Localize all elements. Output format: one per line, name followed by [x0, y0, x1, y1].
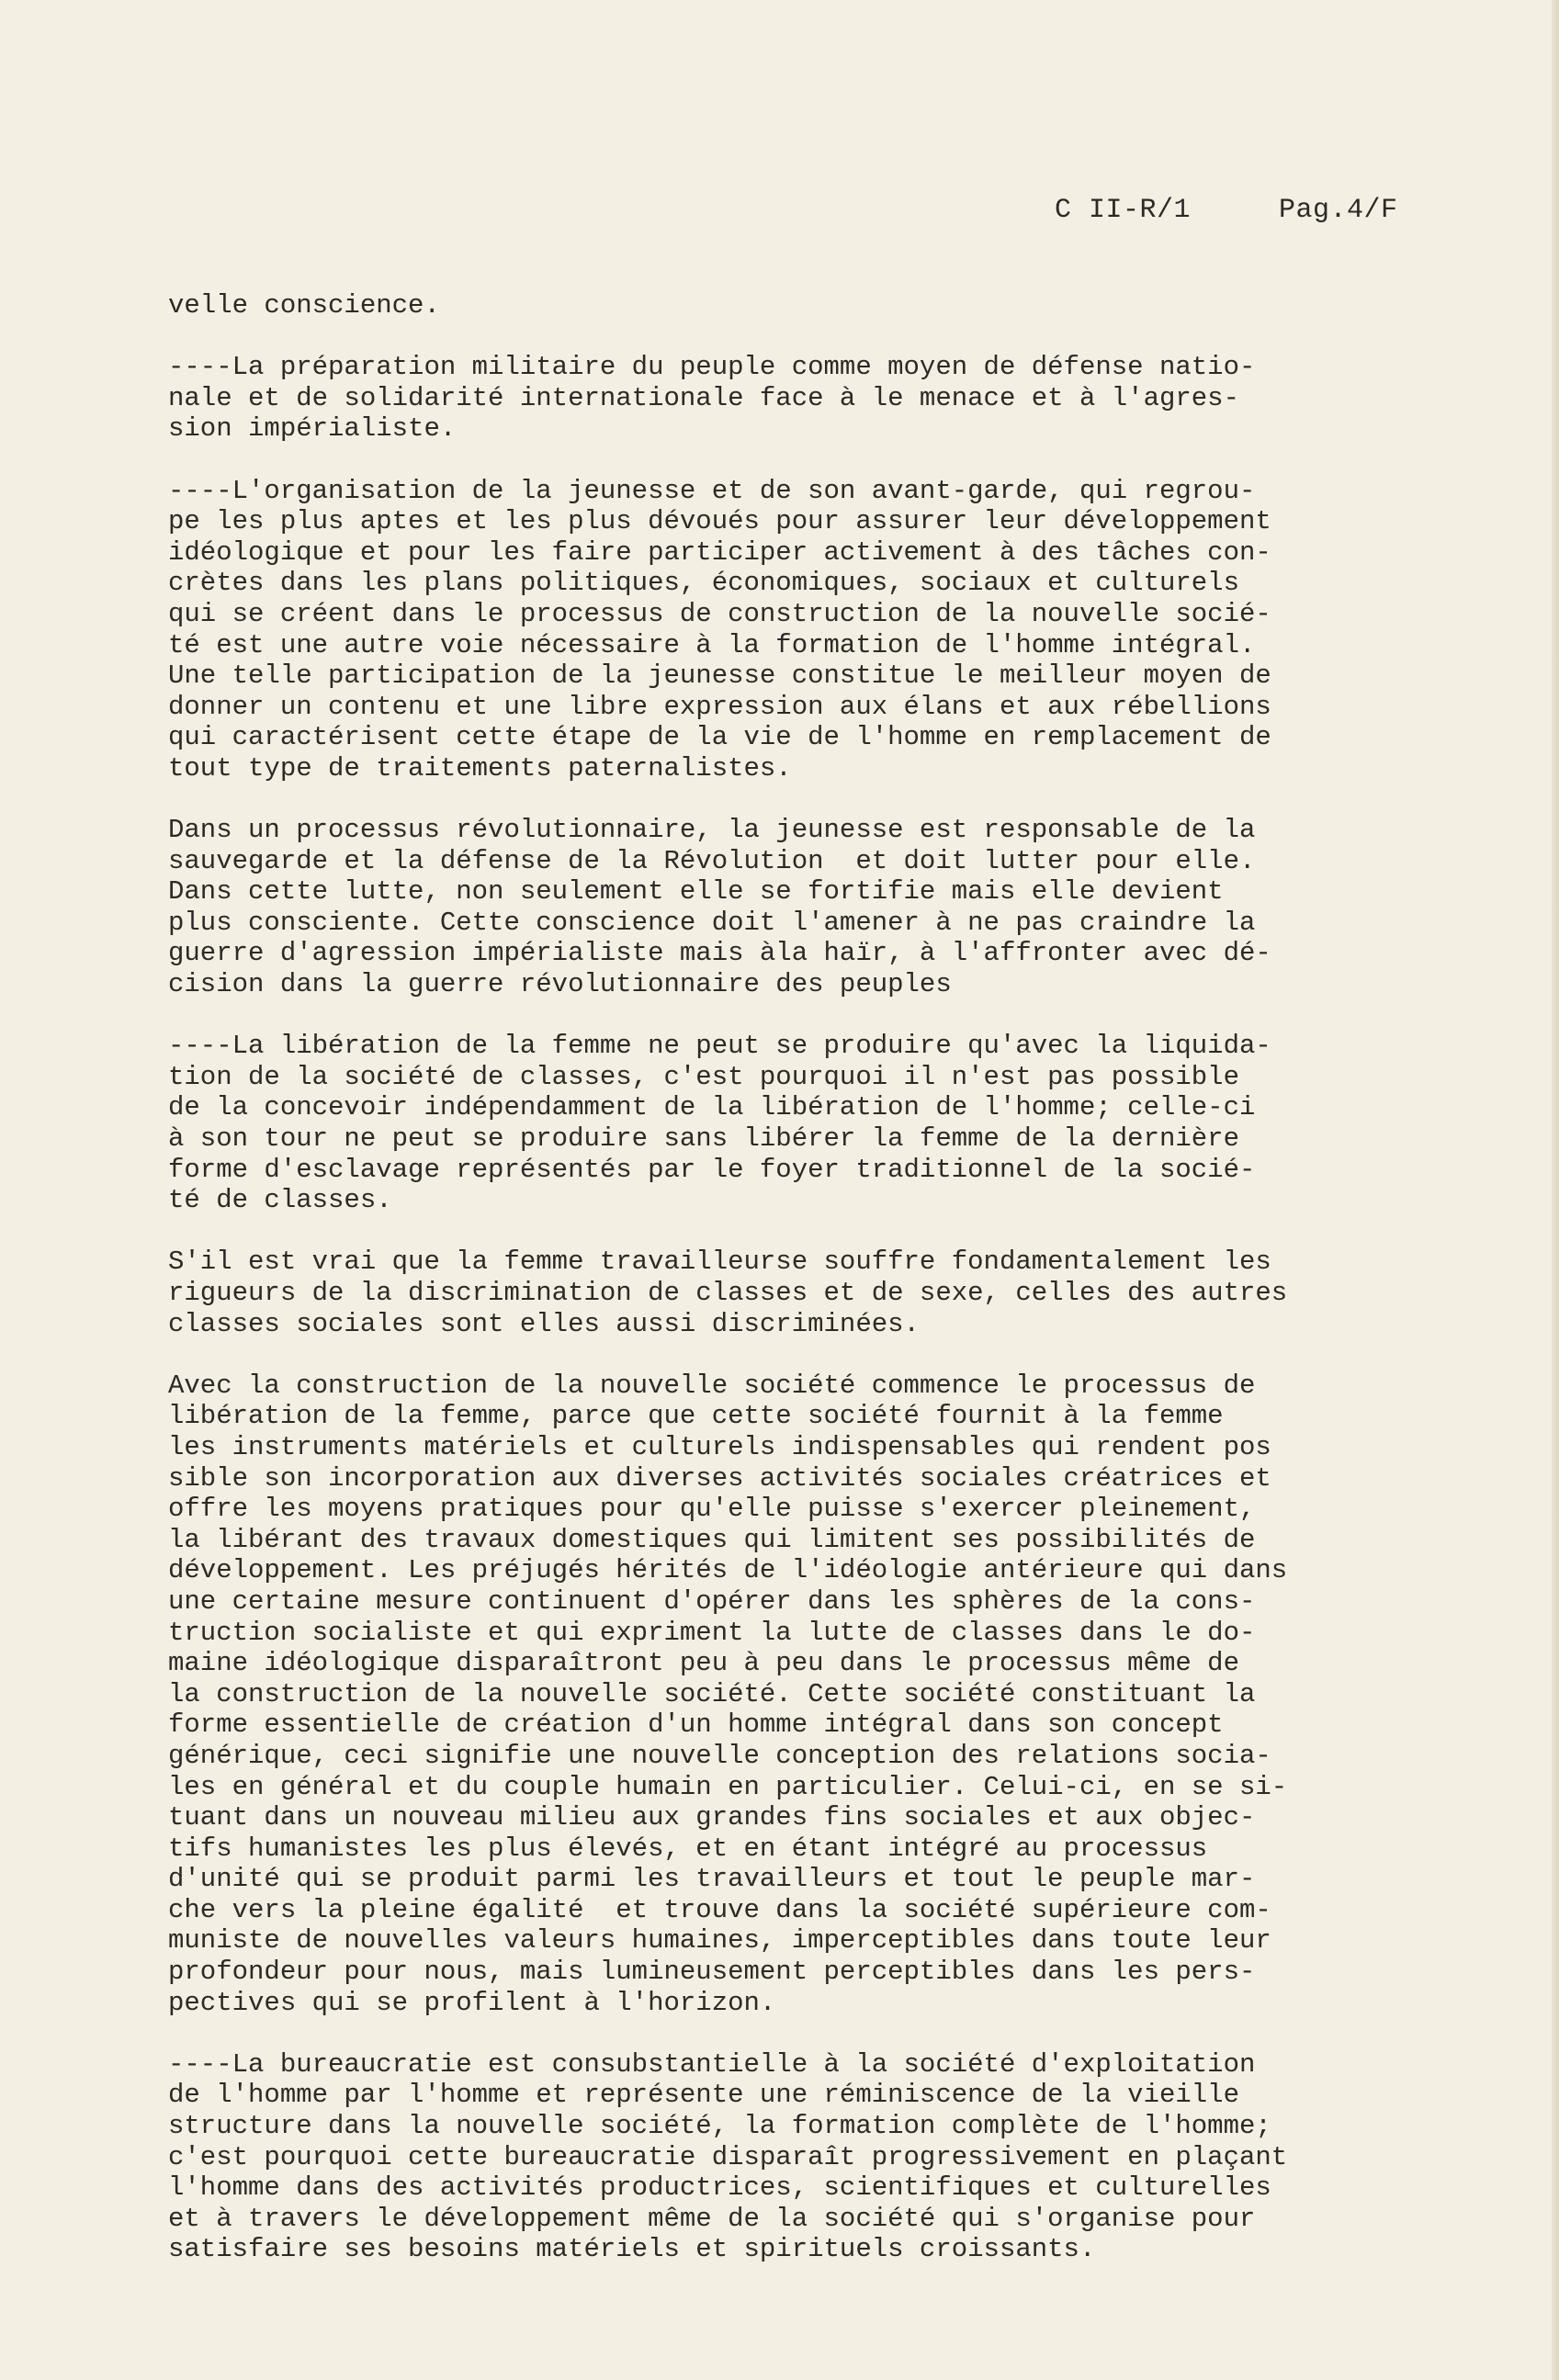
text-line: tion de la société de classes, c'est pourquoi il n'est pas possible: [168, 1061, 1239, 1092]
text-line: ----La préparation militaire du peuple comme moyen de défense natio-: [168, 352, 1256, 383]
text-line: sauvegarde et la défense de la Révolution et doit lutter pour elle.: [168, 845, 1256, 876]
document-body: [168, 290, 1491, 2265]
text-line: satisfaire ses besoins matériels et spirituels croissants.: [168, 2234, 1096, 2265]
text-line: à son tour ne peut se produire sans libérer la femme de la dernière: [168, 1123, 1239, 1155]
text-line: la construction de la nouvelle société. Cette société constituant la: [168, 1678, 1256, 1709]
paragraph-gap: [168, 1339, 1491, 1370]
text-line: développement. Les préjugés hérités de l'idéologie antérieure qui dans: [168, 1555, 1288, 1586]
text-line: d'unité qui se produit parmi les travailleurs et tout le peuple mar-: [168, 1864, 1256, 1895]
page-header: [1055, 195, 1398, 226]
text-line: une certaine mesure continuent d'opérer dans les sphères de la cons-: [168, 1585, 1256, 1617]
text-line: la libérant des travaux domestiques qui limitent ses possibilités de: [168, 1524, 1256, 1555]
text-line: guerre d'agression impérialiste mais àla haïr, à l'affronter avec dé-: [168, 938, 1271, 969]
text-line: qui caractérisent cette étape de la vie de l'homme en remplacement de: [168, 722, 1271, 753]
text-line: nale et de solidarité internationale face à le menace et à l'agres-: [168, 382, 1239, 413]
text-line: forme essentielle de création d'un homme intégral dans son concept: [168, 1709, 1224, 1741]
text-line: plus consciente. Cette conscience doit l'amener à ne pas craindre la: [168, 907, 1256, 938]
text-line: Avec la construction de la nouvelle société commence le processus de: [168, 1370, 1256, 1401]
text-line: les instruments matériels et culturels indispensables qui rendent pos: [168, 1431, 1271, 1462]
text-line: tifs humanistes les plus élevés, et en étant intégré au processus: [168, 1833, 1208, 1864]
text-line: structure dans la nouvelle société, la formation complète de l'homme;: [168, 2111, 1271, 2142]
text-line: rigueurs de la discrimination de classes et de sexe, celles des autres: [168, 1278, 1288, 1308]
text-line: té est une autre voie nécessaire à la formation de l'homme intégral.: [168, 629, 1256, 660]
text-line: c'est pourquoi cette bureaucratie disparaît progressivement en plaçant: [168, 2141, 1288, 2172]
text-line: che vers la pleine égalité et trouve dans la société supérieure com-: [168, 1894, 1271, 1925]
text-line: les en général et du couple humain en particulier. Celui-ci, en se si-: [168, 1771, 1288, 1802]
text-line: libération de la femme, parce que cette société fournit à la femme: [168, 1401, 1224, 1432]
text-line: muniste de nouvelles valeurs humaines, imperceptibles dans toute leur: [168, 1925, 1271, 1957]
text-line: sion impérialiste.: [168, 413, 457, 445]
text-line: Dans un processus révolutionnaire, la jeunesse est responsable de la: [168, 815, 1256, 846]
text-line: tout type de traitements paternalistes.: [168, 752, 792, 784]
paragraph-gap: [168, 2018, 1491, 2049]
text-line: maine idéologique disparaîtront peu à peu dans le processus même de: [168, 1648, 1239, 1679]
text-line: ----La libération de la femme ne peut se produire qu'avec la liquida-: [168, 1031, 1271, 1062]
text-line: ----L'organisation de la jeunesse et de son avant-garde, qui regrou-: [168, 475, 1256, 506]
text-line: classes sociales sont elles aussi discriminées.: [168, 1308, 920, 1339]
paragraph-gap: [168, 321, 1491, 353]
text-line: Dans cette lutte, non seulement elle se fortifie mais elle devient: [168, 876, 1224, 908]
page-number: Pag.4/F: [1279, 195, 1398, 226]
paragraph-gap: [168, 1216, 1491, 1247]
text-line: de l'homme par l'homme et représente une réminiscence de la vieille: [168, 2080, 1239, 2111]
page-edge-shadow: [1552, 0, 1559, 2380]
text-line: crètes dans les plans politiques, économiques, sociaux et culturels: [168, 568, 1239, 599]
text-line: Une telle participation de la jeunesse constitue le meilleur moyen de: [168, 660, 1271, 692]
text-line: qui se créent dans le processus de construction de la nouvelle socié-: [168, 598, 1271, 629]
text-line: et à travers le développement même de la société qui s'organise pour: [168, 2203, 1256, 2234]
text-line: donner un contenu et une libre expression aux élans et aux rébellions: [168, 691, 1271, 722]
text-line: S'il est vrai que la femme travailleurse souffre fondamentalement les: [168, 1246, 1271, 1278]
text-line: tuant dans un nouveau milieu aux grandes fins sociales et aux objec-: [168, 1802, 1256, 1833]
paragraph-gap: [168, 1000, 1491, 1032]
text-line: truction socialiste et qui expriment la lutte de classes dans le do-: [168, 1617, 1256, 1648]
text-line: velle conscience.: [168, 290, 440, 321]
text-line: cision dans la guerre révolutionnaire des peuples: [168, 969, 952, 1000]
text-line: générique, ceci signifie une nouvelle conception des relations socia-: [168, 1740, 1271, 1771]
text-line: idéologique et pour les faire participer activement à des tâches con-: [168, 536, 1271, 568]
text-line: profondeur pour nous, mais lumineusement perceptibles dans les pers-: [168, 1957, 1256, 1988]
text-line: offre les moyens pratiques pour qu'elle puisse s'exercer pleinement,: [168, 1494, 1256, 1525]
paragraph-gap: [168, 445, 1491, 476]
text-line: ----La bureaucratie est consubstantielle à la société d'exploitation: [168, 2048, 1256, 2080]
text-line: pe les plus aptes et les plus dévoués pour assurer leur développement: [168, 506, 1271, 537]
text-line: de la concevoir indépendamment de la libération de l'homme; celle-ci: [168, 1092, 1256, 1123]
document-reference: C II-R/1: [1055, 195, 1192, 226]
text-line: pectives qui se profilent à l'horizon.: [168, 1987, 776, 2018]
paragraph-gap: [168, 784, 1491, 816]
text-line: té de classes.: [168, 1185, 392, 1216]
text-line: l'homme dans des activités productrices, scientifiques et culturelles: [168, 2172, 1271, 2204]
text-line: sible son incorporation aux diverses activités sociales créatrices et: [168, 1462, 1271, 1494]
text-line: forme d'esclavage représentés par le foyer traditionnel de la socié-: [168, 1154, 1256, 1185]
